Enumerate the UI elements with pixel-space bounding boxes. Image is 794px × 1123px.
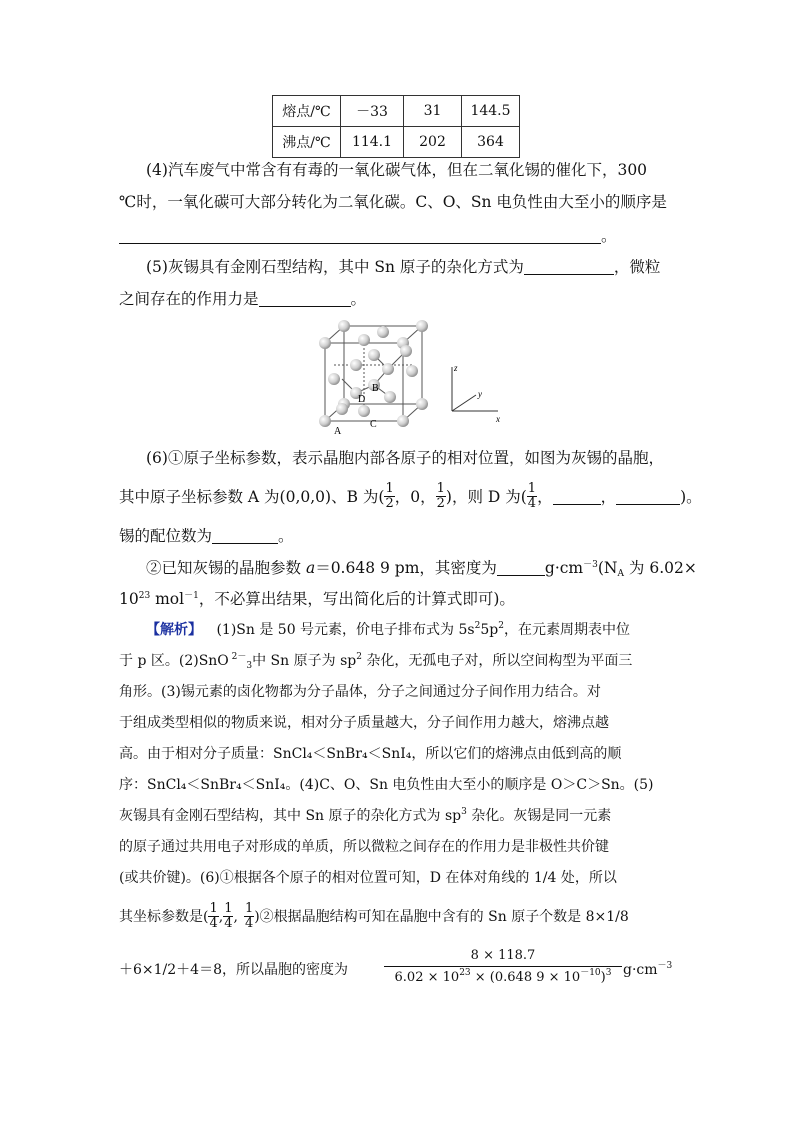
text: × (0.648 9 × 10 bbox=[470, 970, 581, 985]
table-row bbox=[273, 127, 520, 158]
text: ②已知灰锡的晶胞参数 bbox=[146, 559, 306, 577]
text: (5)灰锡具有金刚石型结构，其中 Sn 原子的杂化方式为 bbox=[146, 258, 524, 276]
sup: 2－ bbox=[228, 652, 247, 662]
text: ) bbox=[600, 970, 606, 985]
text: 中 Sn 原子为 sp bbox=[252, 653, 357, 669]
analysis-line6: 序：SnCl₄＜SnBr₄＜SnI₄。(4)C、O、Sn 电负性由大至小的顺序是 O＞C＞Sn。(5) bbox=[119, 777, 654, 793]
text: )，则 D 为( bbox=[445, 487, 527, 506]
table-cell: 364 bbox=[462, 127, 520, 158]
text: 于 p 区。(2)SnO bbox=[119, 653, 229, 669]
sup: －3 bbox=[583, 560, 598, 570]
text: , bbox=[233, 908, 238, 925]
table-row bbox=[273, 96, 520, 127]
analysis-line8: 的原子通过共用电子对形成的单质，所以微粒之间存在的作用力是非极性共价键 bbox=[119, 839, 609, 855]
text: 其坐标参数是( bbox=[119, 908, 209, 925]
analysis-tag: 【解析】 bbox=[146, 622, 202, 638]
table-cell: 144.5 bbox=[462, 96, 520, 127]
sup: 3 bbox=[605, 968, 612, 978]
sup: －3 bbox=[657, 961, 673, 971]
fraction bbox=[244, 902, 254, 931]
crystal-cell-figure bbox=[316, 315, 506, 440]
text: 6.02 × 10 bbox=[394, 970, 460, 985]
analysis-line5: 高。由于相对分子质量：SnCl₄＜SnBr₄＜SnI₄，所以它们的熔沸点由低到高的顺 bbox=[119, 746, 622, 762]
axis-y-label: y bbox=[478, 389, 482, 399]
text: 。 bbox=[278, 527, 294, 545]
analysis-line4: 于组成类型相似的物质来说，相对分子质量越大，分子间作用力越大，熔沸点越 bbox=[119, 715, 609, 731]
sup: 3 bbox=[461, 807, 467, 817]
text: )②根据晶胞结构可知在晶胞中含有的 Sn 原子个数是 8×1/8 bbox=[254, 908, 629, 925]
q6-line1: (6)①原子坐标参数，表示晶胞内部各原子的相对位置，如图为灰锡的晶胞， bbox=[146, 449, 664, 467]
text: ，在元素周期表中位 bbox=[503, 622, 630, 638]
analysis-line3: 角形。(3)锡元素的卤化物都为分子晶体，分子之间通过分子间作用力结合。对 bbox=[119, 684, 601, 700]
punct: 。 bbox=[601, 227, 617, 245]
denominator: 2 bbox=[385, 496, 394, 511]
fraction bbox=[384, 482, 394, 511]
text: 杂化。灰锡是同一元素 bbox=[466, 808, 612, 824]
unit: g·cm bbox=[544, 559, 584, 577]
text: 锡的配位数为 bbox=[119, 527, 213, 545]
denominator: 4 bbox=[527, 496, 537, 511]
axis-x-label: x bbox=[496, 414, 500, 424]
sub: A bbox=[617, 569, 624, 579]
answer-blank[interactable] bbox=[212, 527, 278, 544]
q6-line5 bbox=[119, 589, 515, 609]
numerator: 1 bbox=[244, 901, 254, 916]
numerator: 1 bbox=[209, 901, 218, 916]
text: (1)Sn 是 50 号元素，价电子排布式为 5s bbox=[216, 622, 475, 638]
text: 5p bbox=[480, 622, 499, 638]
text: ， bbox=[537, 487, 553, 506]
text: 为 6.02× bbox=[624, 559, 697, 577]
fraction bbox=[208, 902, 218, 931]
fraction bbox=[436, 482, 446, 511]
numerator: 8 × 118.7 bbox=[384, 948, 622, 967]
sup: －1 bbox=[184, 591, 199, 601]
table-cell: 114.1 bbox=[341, 127, 404, 158]
analysis-line10 bbox=[119, 902, 629, 931]
text: 其中原子坐标参数 A 为(0,0,0)、B 为( bbox=[119, 487, 385, 506]
text: ，不必算出结果，写出简化后的计算式即可)。 bbox=[198, 590, 515, 608]
density-unit bbox=[623, 960, 672, 980]
numerator: 1 bbox=[436, 481, 445, 496]
answer-blank[interactable] bbox=[497, 559, 545, 576]
text: mol bbox=[150, 590, 185, 608]
analysis-line2 bbox=[119, 651, 632, 671]
analysis-line11: ＋6×1/2＋4＝8，所以晶胞的密度为 bbox=[119, 962, 348, 978]
label-b: B bbox=[372, 383, 379, 394]
label-a: A bbox=[334, 426, 342, 437]
table-cell: 202 bbox=[404, 127, 462, 158]
q6-line2 bbox=[119, 482, 702, 511]
label-c: C bbox=[370, 419, 377, 430]
text: )。 bbox=[680, 487, 702, 506]
numerator: 1 bbox=[385, 481, 394, 496]
q5-line2 bbox=[119, 289, 366, 309]
numerator: 1 bbox=[527, 481, 537, 496]
denominator: 4 bbox=[224, 916, 233, 931]
properties-table bbox=[272, 95, 520, 158]
fraction bbox=[527, 482, 537, 511]
text: ，微粒 bbox=[613, 258, 661, 276]
table-cell: －33 bbox=[341, 96, 404, 127]
q6-line3 bbox=[119, 526, 294, 546]
q4-answer-line bbox=[119, 226, 617, 246]
sup: －10 bbox=[580, 968, 601, 978]
answer-blank[interactable] bbox=[119, 227, 601, 244]
label-d: D bbox=[358, 394, 366, 405]
fraction bbox=[223, 902, 233, 931]
analysis-line1 bbox=[146, 620, 630, 640]
answer-blank[interactable] bbox=[553, 488, 601, 505]
unit: g·cm bbox=[623, 962, 658, 978]
atoms bbox=[319, 320, 428, 427]
text: 。 bbox=[350, 290, 367, 308]
sup: 2 bbox=[498, 621, 504, 631]
sub: 3 bbox=[246, 661, 253, 671]
sup: 23 bbox=[138, 591, 151, 601]
text: 之间存在的作用力是 bbox=[119, 290, 259, 308]
axis-z-label: z bbox=[454, 363, 458, 373]
denominator: 4 bbox=[209, 916, 218, 931]
sup: 2 bbox=[356, 652, 362, 662]
text: 灰锡具有金刚石型结构，其中 Sn 原子的杂化方式为 sp bbox=[119, 808, 462, 824]
sup: 23 bbox=[459, 968, 471, 978]
numerator: 1 bbox=[224, 901, 233, 916]
table-cell: 31 bbox=[404, 96, 462, 127]
text: 10 bbox=[119, 590, 139, 608]
density-fraction bbox=[384, 948, 622, 985]
q5-line1 bbox=[146, 257, 660, 277]
answer-blank[interactable] bbox=[259, 290, 351, 307]
var-a: a bbox=[305, 559, 316, 577]
analysis-line7 bbox=[119, 806, 611, 826]
text: 杂化，无孤电子对，所以空间构型为平面三 bbox=[361, 653, 633, 669]
answer-blank[interactable] bbox=[616, 488, 680, 505]
analysis-line9: (或共价键)。(6)①根据各个原子的相对位置可知，D 在体对角线的 1/4 处，所以 bbox=[119, 870, 617, 886]
denominator bbox=[395, 967, 612, 985]
answer-blank[interactable] bbox=[524, 258, 614, 275]
text: , bbox=[218, 908, 224, 925]
sup: 2 bbox=[474, 621, 481, 631]
q6-line4 bbox=[146, 558, 697, 578]
text: ＝0.648 9 pm，其密度为 bbox=[315, 559, 497, 577]
denominator: 4 bbox=[244, 916, 254, 931]
q4-line2: ℃时，一氧化碳可大部分转化为二氧化碳。C、O、Sn 电负性由大至小的顺序是 bbox=[119, 193, 667, 211]
table-cell: 熔点/℃ bbox=[273, 96, 341, 127]
q4-line1: (4)汽车废气中常含有有毒的一氧化碳气体，但在二氧化锡的催化下，300 bbox=[146, 161, 648, 179]
axes bbox=[452, 367, 498, 411]
text: ，0， bbox=[394, 487, 436, 506]
text: ， bbox=[600, 487, 617, 506]
table-cell: 沸点/℃ bbox=[273, 127, 341, 158]
denominator: 2 bbox=[436, 496, 445, 511]
text: (N bbox=[597, 559, 618, 577]
